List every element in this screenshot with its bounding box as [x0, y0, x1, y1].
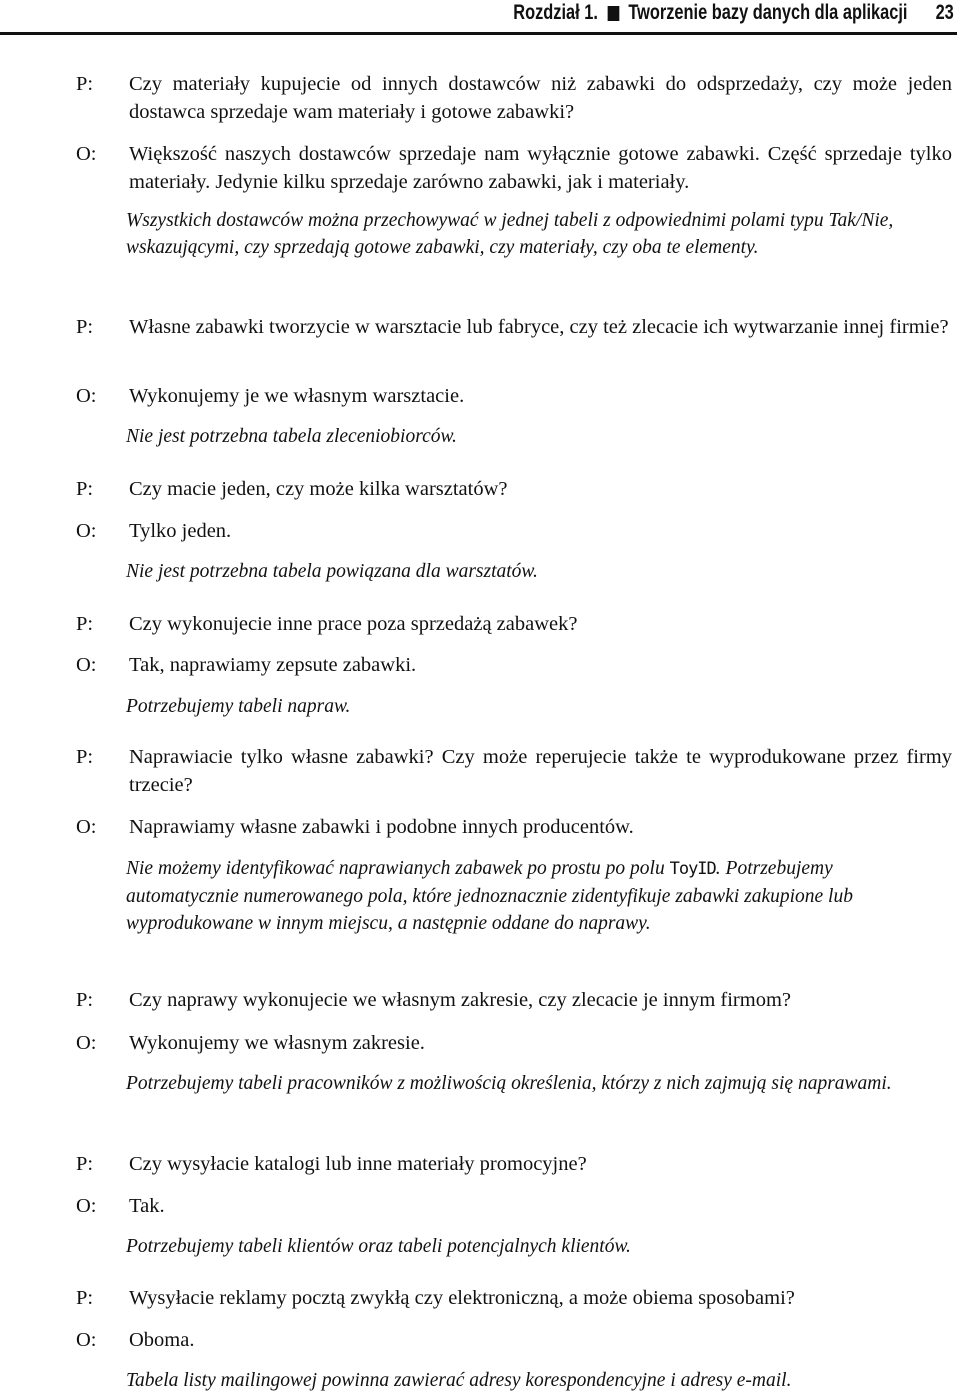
question-label: P: [76, 746, 94, 768]
question-text: Naprawiacie tylko własne zabawki? Czy może reperujecie także te wyprodukowane przez firmy trzecie? [129, 746, 952, 796]
design-note: Potrzebujemy tabeli klientów oraz tabeli potencjalnych klientów. [126, 1236, 631, 1257]
design-note: Wszystkich dostawców można przechowywać w jednej tabeli z odpowiednimi polami typu Tak/Nie, wskazującymi, czy sprzedają gotowe zabawki, czy materiały, czy oba te elementy. [126, 210, 894, 258]
question-text: Czy macie jeden, czy może kilka warsztatów? [129, 478, 508, 500]
answer-text: Tylko jeden. [129, 520, 232, 542]
answer-text: Większość naszych dostawców sprzedaje nam wyłącznie gotowe zabawki. Część sprzedaje tylko materiały. Jedynie kilku sprzedaje zarówno zabawki, jak i materiały. [129, 143, 952, 193]
running-header [0, 0, 957, 35]
question-label: P: [76, 478, 94, 500]
question-label: P: [76, 1287, 94, 1309]
chapter-title: Tworzenie bazy danych dla aplikacji [628, 1, 908, 24]
answer-label: O: [76, 816, 97, 838]
question-text: Wysyłacie reklamy pocztą zwykłą czy elektroniczną, a może obiema sposobami? [129, 1287, 795, 1309]
question-text: Własne zabawki tworzycie w warsztacie lub fabryce, czy też zlecacie ich wytwarzanie innej firmie? [129, 316, 949, 338]
square-bullet-icon [607, 6, 619, 21]
answer-text: Tak, naprawiamy zepsute zabawki. [129, 654, 417, 676]
design-note [126, 855, 900, 937]
question-text: Czy wykonujecie inne prace poza sprzedażą zabawek? [129, 613, 578, 635]
answer-label: O: [76, 520, 97, 542]
question-label: P: [76, 73, 94, 95]
answer-label: O: [76, 1032, 97, 1054]
question-text: Czy materiały kupujecie od innych dostawców niż zabawki do odsprzedaży, czy może jeden dostawca sprzedaje wam materiały i gotowe zabawki? [129, 73, 952, 123]
field-name-code: ToyID [669, 859, 716, 879]
design-note: Potrzebujemy tabeli napraw. [126, 696, 351, 717]
design-note: Tabela listy mailingowej powinna zawierać adresy korespondencyjne i adresy e-mail. [126, 1370, 792, 1391]
question-label: P: [76, 613, 94, 635]
design-note: Potrzebujemy tabeli pracowników z możliwością określenia, którzy z nich zajmują się naprawami. [126, 1073, 892, 1094]
note-text: Nie możemy identyfikować naprawianych zabawek po prostu po polu [126, 858, 670, 879]
question-text: Czy wysyłacie katalogi lub inne materiały promocyjne? [129, 1153, 587, 1175]
question-label: P: [76, 316, 94, 338]
answer-text: Oboma. [129, 1329, 195, 1351]
question-text: Czy naprawy wykonujecie we własnym zakresie, czy zlecacie je innym firmom? [129, 989, 791, 1011]
answer-text: Wykonujemy we własnym zakresie. [129, 1032, 425, 1054]
answer-text: Wykonujemy je we własnym warsztacie. [129, 385, 465, 407]
note-text: . Potrzebujemy automatycznie numerowanego pola, które jednoznacznie zidentyfikuje zabawki zakupione lub wyprodukowane w innym miejscu, a następnie oddane do naprawy. [126, 858, 853, 934]
chapter-label: Rozdział 1. [513, 1, 599, 24]
page-number: 23 [935, 1, 954, 24]
design-note: Nie jest potrzebna tabela zleceniobiorców. [126, 426, 457, 447]
answer-text: Naprawiamy własne zabawki i podobne innych producentów. [129, 816, 634, 838]
question-label: P: [76, 1153, 94, 1175]
answer-label: O: [76, 654, 97, 676]
answer-text: Tak. [129, 1195, 165, 1217]
answer-label: O: [76, 143, 97, 165]
answer-label: O: [76, 385, 97, 407]
answer-label: O: [76, 1195, 97, 1217]
question-label: P: [76, 989, 94, 1011]
design-note: Nie jest potrzebna tabela powiązana dla warsztatów. [126, 561, 538, 582]
answer-label: O: [76, 1329, 97, 1351]
